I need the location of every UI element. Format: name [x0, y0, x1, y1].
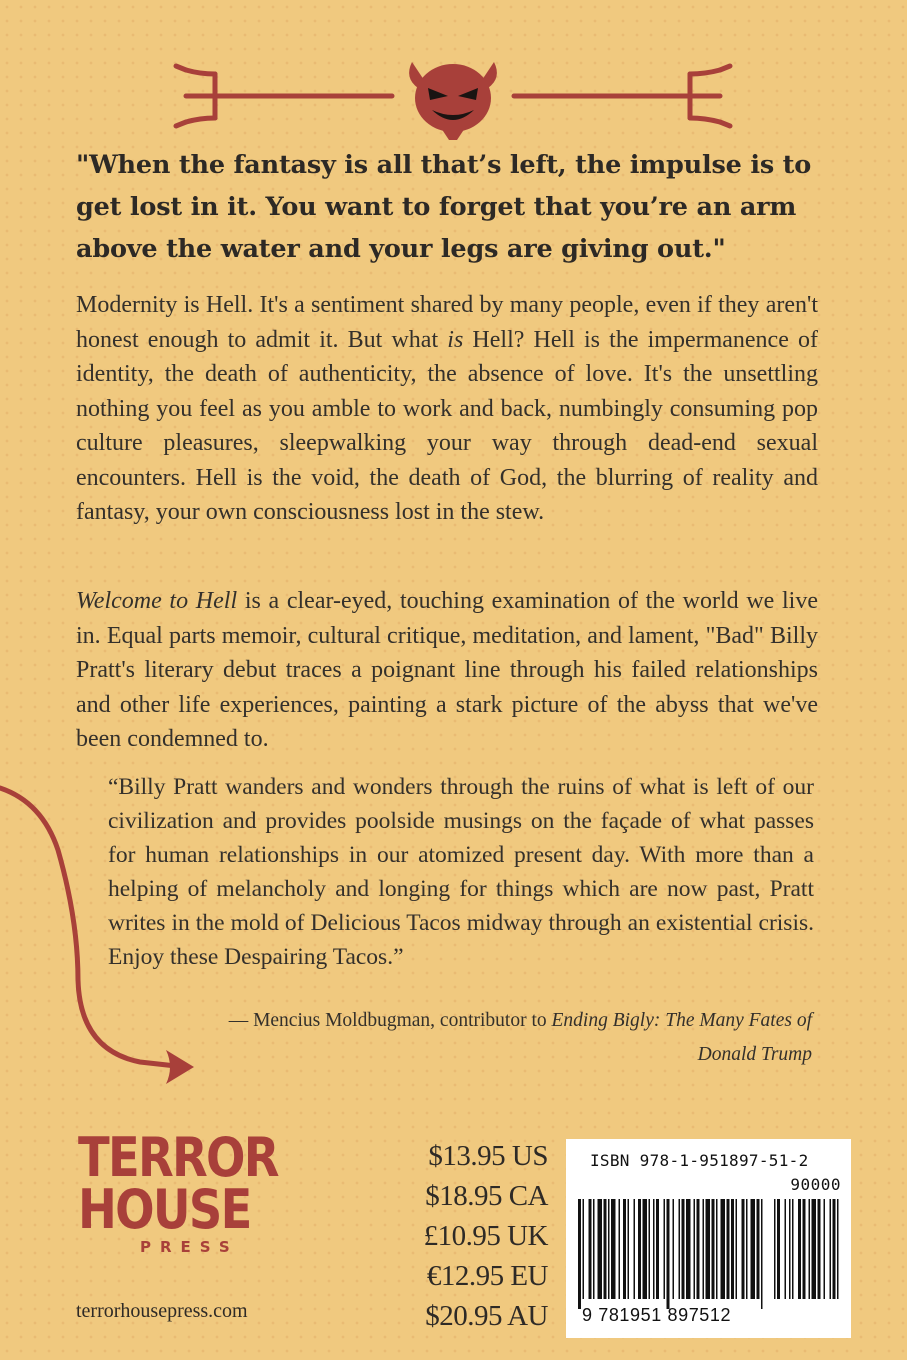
- paragraph-1-text-b: Hell? Hell is the impermanence of identity, the death of authenticity, the absence of love. It's the unsettling nothing you feel as you amble to work and back, numbingly consuming pop culture pleasures, sleepwalking your way through dead-end sexual encounters. Hell is the void, the death of God, the blurring of reality and fantasy, your own consciousness lost in the stew.: [76, 326, 818, 525]
- paragraph-2-text: is a clear-eyed, touching examination of the world we live in. Equal parts memoir, cultural critique, meditation, and lament, "Bad" Billy Pratt's literary debut traces a poignant line through his failed relationships and other life experiences, painting a stark picture of the abyss that we've been condemned to.: [76, 588, 819, 752]
- logo-word-house: HOUSE: [78, 1178, 251, 1241]
- paragraph-1-text-a: Modernity is Hell. It's a sentiment shared by many people, even if they aren't honest enough to admit it. But what: [76, 292, 818, 353]
- devil-face-icon: [409, 62, 497, 140]
- attribution-book-title: Ending Bigly: The Many Fates of Donald Trump: [551, 1010, 812, 1065]
- logo-word-terror: TERROR: [78, 1126, 278, 1189]
- price-ca: $18.95 CA: [425, 1180, 548, 1212]
- price-us: $13.95 US: [428, 1140, 548, 1172]
- price-eu: €12.95 EU: [426, 1260, 548, 1292]
- barcode-digits: 9 781951 897512: [582, 1305, 732, 1325]
- pull-quote: "When the fantasy is all that’s left, the impulse is to get lost in it. You want to forget that you’re an arm above the water and your legs are giving out.": [76, 150, 812, 264]
- price-uk: £10.95 UK: [423, 1220, 548, 1252]
- description-paragraph-1: [76, 288, 818, 530]
- attribution-author: — Mencius Moldbugman, contributor to: [228, 1010, 552, 1031]
- isbn-barcode: [566, 1139, 851, 1338]
- publisher-website: terrorhousepress.com: [76, 1300, 248, 1322]
- book-title: Welcome to Hell: [76, 588, 238, 614]
- endorsement-attribution: [200, 1004, 812, 1072]
- paragraph-1-emphasis: is: [447, 326, 464, 353]
- devil-trident-ornament: [0, 0, 907, 140]
- right-trident-icon: [514, 66, 730, 126]
- barcode-addon: 90000: [790, 1175, 841, 1194]
- description-paragraph-2: [76, 584, 818, 757]
- left-trident-icon: [176, 66, 392, 126]
- logo-word-press: PRESS: [140, 1238, 239, 1256]
- barcode-bars-icon: [574, 1199, 844, 1309]
- isbn-label: ISBN 978-1-951897-51-2: [590, 1151, 809, 1170]
- publisher-logo: [78, 1126, 278, 1256]
- price-list: [380, 1136, 548, 1336]
- endorsement-quote: “Billy Pratt wanders and wonders through the ruins of what is left of our civilization and provides poolside musings on the façade of what passes for human relationships in our atomized present day. With more than a helping of melancholy and longing for things which are now past, Pratt writes in the mold of Delicious Tacos midway through an existential crisis. Enjoy these Despairing Tacos.”: [108, 774, 814, 970]
- price-au: $20.95 AU: [425, 1300, 548, 1332]
